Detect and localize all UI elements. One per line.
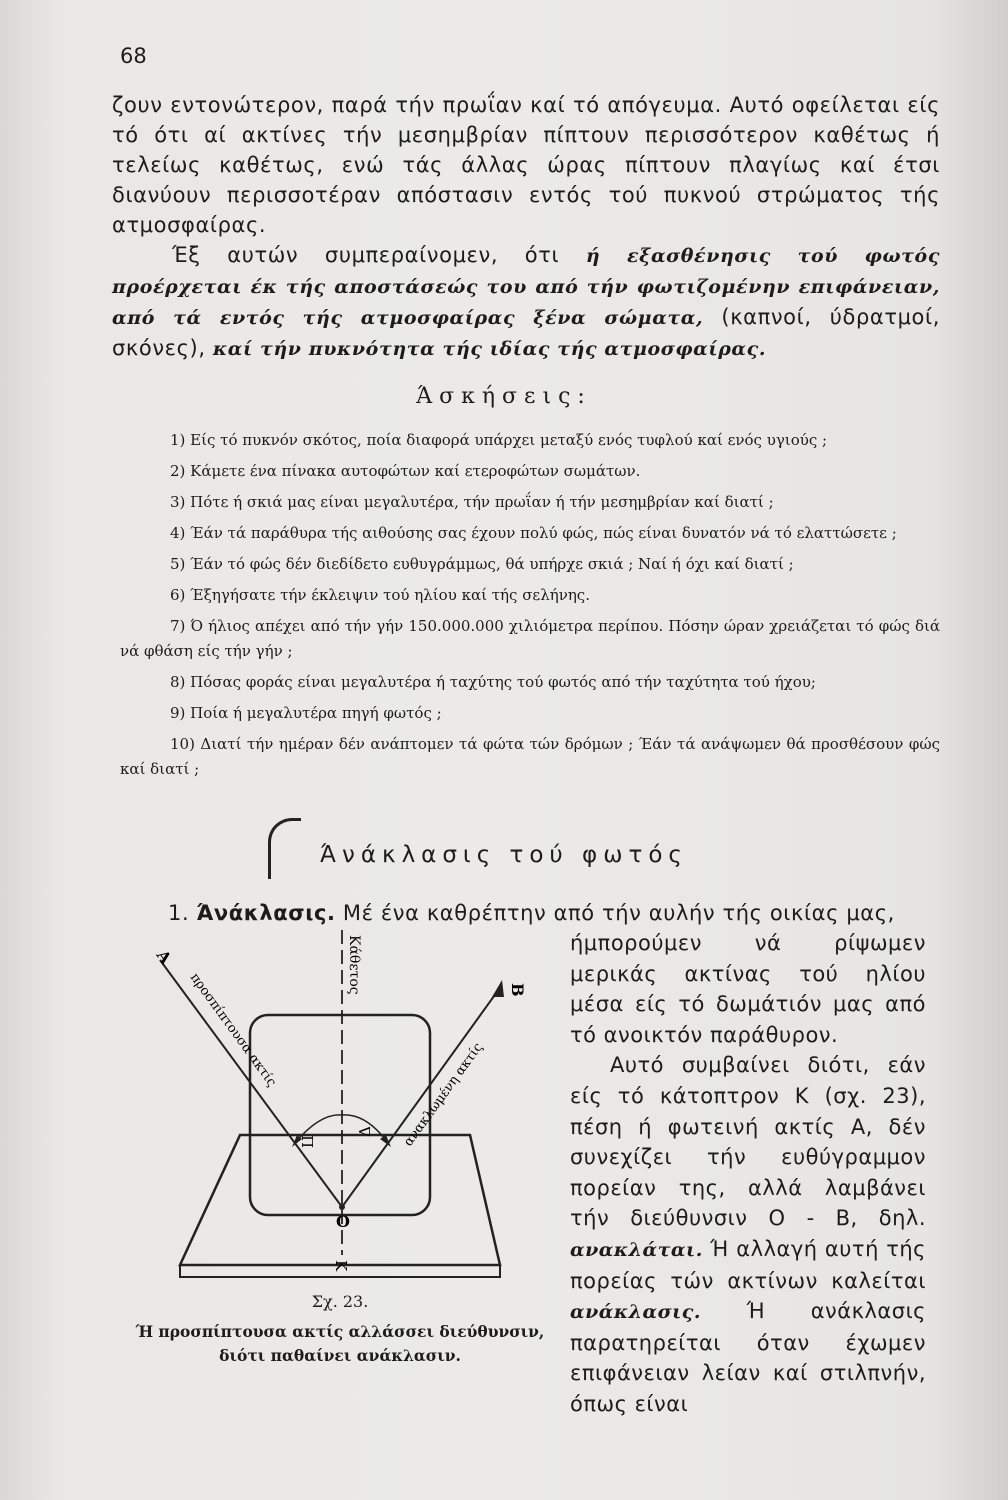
reflected-ray-arrowhead xyxy=(492,980,504,997)
section-heading: Άνάκλασις τού φωτός xyxy=(320,842,688,868)
para-text: Ή αλλαγή αυτή τής πορείας τών ακτίνων καλείται xyxy=(570,1236,926,1293)
label-Delta: Δ xyxy=(356,1126,374,1137)
intro-paragraph-2 xyxy=(112,240,940,364)
section-first-line xyxy=(168,898,938,928)
item-first-line: Μέ ένα καθρέπτην από τήν αυλήν τής οικίας μας, xyxy=(342,901,895,925)
item-title: Άνάκλασις. xyxy=(196,901,336,925)
mirror-base-shape xyxy=(180,1135,500,1265)
exercise-item: 6) Έξηγήσατε τήν έκλειψιν τού ηλίου καί τής σελήνης. xyxy=(170,586,590,604)
para2-emphasis-1: ή εξασθένησις τού φωτός προέρχεται έκ τής αποστάσεώς του από τήν φωτιζομένην επιφάνειαν, από τά εντός τής ατμοσφαίρας ξένα σώματα, xyxy=(112,245,940,329)
exercises-heading: Άσκήσεις: xyxy=(416,384,592,409)
label-O: Ο xyxy=(336,1212,350,1231)
label-B: Β xyxy=(508,983,527,997)
para-text: Αυτό συμβαίνει διότι, εάν είς τό κάτοπτρον Κ (σχ. 23), πέση ή φωτεινή ακτίς Α, δέν συνεχίζει τήν ευθύγραμμον πορείαν της, αλλά λαμβάνει τήν διεύθυνσιν Ο - Β, δηλ. xyxy=(570,1053,926,1231)
term-reflects: ανακλάται. xyxy=(570,1238,703,1261)
label-reflected-ray: ανακλωμένη ακτίς xyxy=(401,1040,487,1150)
para-text: Ή ανάκλασις παρατηρείται όταν έχωμεν επιφάνειαν λείαν καί στιλπνήν, όπως είναι xyxy=(570,1299,926,1416)
label-normal: Κάθετος xyxy=(346,935,362,995)
term-reflection: ανάκλασις. xyxy=(570,1301,701,1324)
reflection-diagram xyxy=(120,925,560,1305)
page-number: 68 xyxy=(120,44,147,68)
exercise-item: 4) Έάν τά παράθυρα τής αιθούσης σας έχουν πολύ φώς, πώς είναι δυνατόν νά τό ελαττώσετε ; xyxy=(170,524,897,542)
para2-emphasis-2: καί τήν πυκνότητα τής ιδίας τής ατμοσφαίρας. xyxy=(212,338,767,360)
right-paragraph-1: ήμπορούμεν νά ρίψωμεν μερικάς ακτίνας τού ηλίου μέσα είς τό δωμάτιόν μας από τό ανοικτόν παράθυρον. xyxy=(570,931,926,1047)
label-Pi: Π xyxy=(298,1135,316,1149)
para2-middle: (καπνοί, ύδρατμοί, σκόνες), xyxy=(112,305,940,360)
exercise-item: 9) Ποία ή μεγαλυτέρα πηγή φωτός ; xyxy=(170,704,442,722)
exercise-item: 1) Είς τό πυκνόν σκότος, ποία διαφορά υπάρχει μεταξύ ενός τυφλού καί ενός υγιούς ; xyxy=(170,431,828,449)
figure-caption: Ή προσπίπτουσα ακτίς αλλάσσει διεύθυνσιν, διότι παθαίνει ανάκλασιν. xyxy=(135,1322,545,1365)
para2-start: Έξ αυτών συμπεραίνομεν, ότι xyxy=(172,243,560,267)
exercise-item: 8) Πόσας φοράς είναι μεγαλυτέρα ή ταχύτης τού φωτός από τήν ταχύτητα τού ήχου; xyxy=(170,673,816,691)
item-number: 1. xyxy=(168,901,190,925)
label-A: Α xyxy=(152,946,176,968)
exercise-item: 3) Πότε ή σκιά μας είναι μεγαλυτέρα, τήν πρωΐαν ή τήν μεσημβρίαν καί διατί ; xyxy=(170,493,774,511)
point-O xyxy=(339,1204,345,1210)
exercises-list xyxy=(120,428,940,788)
figure-number: Σχ. 23. xyxy=(311,1292,369,1311)
intro-text xyxy=(112,90,940,364)
label-K: Κ xyxy=(332,1260,350,1272)
label-incident-ray: προσπίπτουσα ακτίς xyxy=(186,970,279,1090)
right-column-text xyxy=(570,928,926,1420)
exercise-item: 2) Κάμετε ένα πίνακα αυτοφώτων καί ετεροφώτων σωμάτων. xyxy=(170,462,641,480)
right-paragraph-2 xyxy=(570,1050,926,1419)
intro-paragraph-1: ζουν εντονώτερον, παρά τήν πρωΐαν καί τό απόγευμα. Αυτό οφείλεται είς τό ότι αί ακτίνες τήν μεσημβρίαν πίπτουν περισσότερον καθέτως ή τελείως καθέτως, ενώ τάς άλλας ώρας πίπτουν πλαγίως καί έτσι διανύουν περισσοτέραν απόστασιν εντός τού πυκνού στρώματος τής ατμοσφαίρας. xyxy=(112,93,940,237)
exercise-item: 7) Ό ήλιος απέχει από τήν γήν 150.000.000 χιλιόμετρα περίπου. Πόσην ώραν χρειάζεται τό φώς διά νά φθάση είς τήν γήν ; xyxy=(120,617,940,660)
exercise-item: 10) Διατί τήν ημέραν δέν ανάπτομεν τά φώτα τών δρόμων ; Έάν τά ανάψωμεν θά προσθέσουν φώς καί διατί ; xyxy=(120,735,940,778)
exercise-item: 5) Έάν τό φώς δέν διεδίδετο ευθυγράμμως, θά υπήρχε σκιά ; Ναί ή όχι καί διατί ; xyxy=(170,555,794,573)
